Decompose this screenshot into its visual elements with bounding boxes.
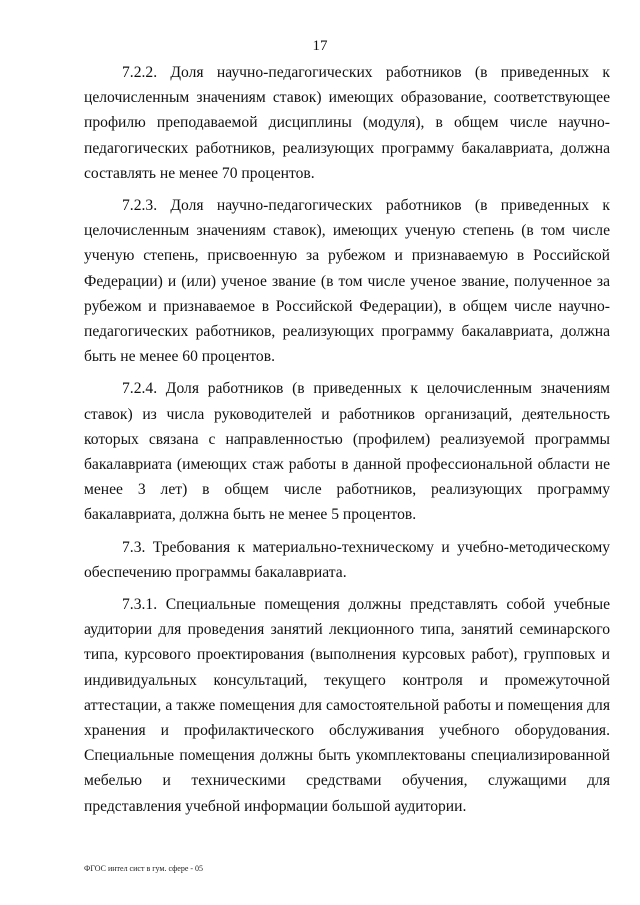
paragraph-7-3: 7.3. Требования к материально-техническому и учебно-методическому обеспечению программы бакалавриата. [84,538,610,581]
page-number: 17 [312,38,328,54]
paragraph-7-3-1: 7.3.1. Специальные помещения должны представлять собой учебные аудитории для проведения занятий лекционного типа, занятий семинарского типа, курсового проектирования (выполнения курсовых работ), групповых и индивидуальных консультаций, текущего контроля и промежуточной аттестации, а также помещения для самостоятельной работы и помещения для хранения и профилактического обслуживания учебного оборудования. Специальные помещения должны быть укомплектованы специализированной мебелью и техническими средствами обучения, служащими для представления учебной информации большой аудитории. [84,596,610,815]
document-body [84,60,610,819]
paragraph-7-2-3: 7.2.3. Доля научно-педагогических работников (в приведенных к целочисленным значениям ставок), имеющих ученую степень (в том числе ученую степень, присвоенную за рубежом и признаваемую в Российской Федерации) и (или) ученое звание (в том числе ученое звание, полученное за рубежом и признаваемое в Российской Федерации), в общем числе научно-педагогических работников, реализующих программу бакалавриата, должна быть не менее 60 процентов. [84,197,610,366]
paragraph-7-2-4: 7.2.4. Доля работников (в приведенных к целочисленным значениям ставок) из числа руководителей и работников организаций, деятельность которых связана с направленностью (профилем) реализуемой программы бакалавриата (имеющих стаж работы в данной профессиональной области не менее 3 лет) в общем числе работников, реализующих программу бакалавриата, должна быть не менее 5 процентов. [84,380,610,524]
footer-note: ФГОС интел сист в гум. сфере - 05 [84,864,204,873]
paragraph-7-2-2: 7.2.2. Доля научно-педагогических работников (в приведенных к целочисленным значениям ставок) имеющих образование, соответствующее профилю преподаваемой дисциплины (модуля), в общем числе научно-педагогических работников, реализующих программу бакалавриата, должна составлять не менее 70 процентов. [84,64,610,182]
